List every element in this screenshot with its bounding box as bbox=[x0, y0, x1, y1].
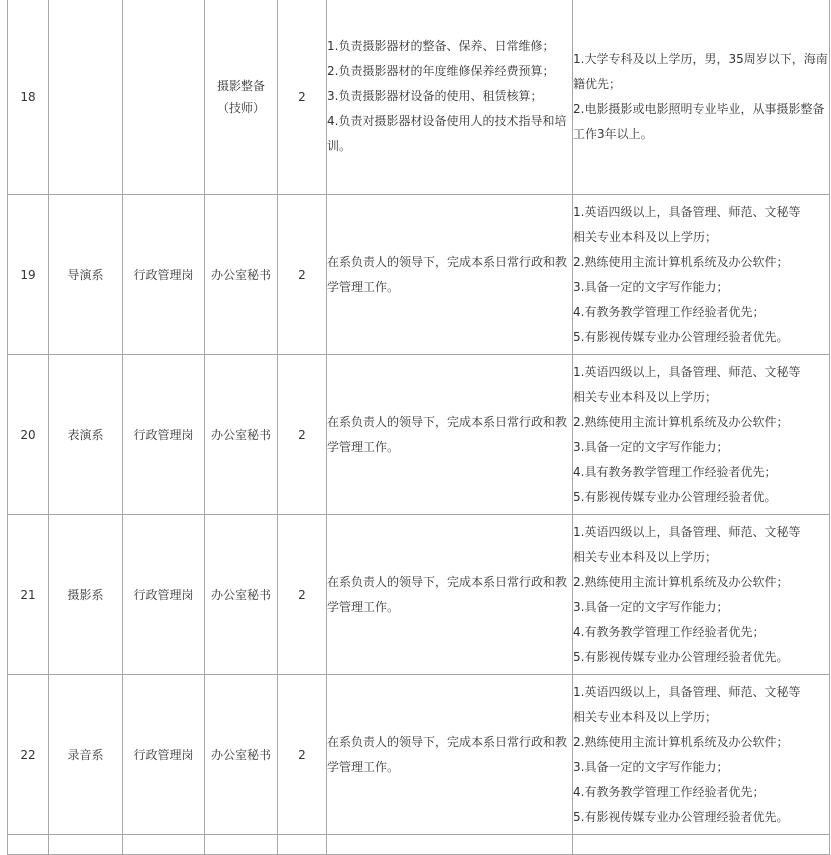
count-cell: 2 bbox=[278, 675, 327, 835]
requirements-cell bbox=[573, 515, 830, 675]
row-number-cell: 19 bbox=[8, 195, 49, 355]
requirement-line: 2.电影摄影或电影照明专业毕业，从事摄影整备工作3年以上。 bbox=[573, 101, 825, 141]
requirement-line: 1.大学专科及以上学历，男，35周岁以下，海南籍优先； bbox=[573, 51, 828, 91]
row-number-cell: 22 bbox=[8, 675, 49, 835]
row-number-cell: 20 bbox=[8, 355, 49, 515]
table-row bbox=[8, 355, 830, 515]
category-cell: 行政管理岗 bbox=[123, 515, 205, 675]
duties-cell bbox=[327, 355, 573, 515]
category-cell: 行政管理岗 bbox=[123, 195, 205, 355]
table-body bbox=[8, 0, 830, 855]
table-row bbox=[8, 0, 830, 195]
duty-line: 在系负责人的领导下，完成本系日常行政和教学管理工作。 bbox=[327, 574, 568, 614]
department-cell: 录音系 bbox=[49, 675, 123, 835]
requirements-cell bbox=[573, 675, 830, 835]
category-cell: 行政管理岗 bbox=[123, 355, 205, 515]
empty-cell bbox=[278, 835, 327, 855]
table-row bbox=[8, 675, 830, 835]
requirement-line: 3.具备一定的文字写作能力； bbox=[573, 279, 729, 294]
position-line: 办公室秘书 bbox=[210, 267, 271, 282]
department-cell: 表演系 bbox=[49, 355, 123, 515]
row-number-cell: 21 bbox=[8, 515, 49, 675]
position-line: 办公室秘书 bbox=[210, 427, 271, 442]
requirement-line: 相关专业本科及以上学历； bbox=[573, 389, 718, 404]
table-row bbox=[8, 515, 830, 675]
position-line: （技师） bbox=[216, 100, 265, 115]
requirement-line: 2.熟练使用主流计算机系统及办公软件； bbox=[573, 734, 789, 749]
requirement-line: 5.有影视传媒专业办公管理经验者优先。 bbox=[573, 329, 789, 344]
department-cell: 摄影系 bbox=[49, 515, 123, 675]
duties-cell bbox=[327, 675, 573, 835]
requirements-cell bbox=[573, 0, 830, 195]
requirement-line: 4.有教务教学管理工作经验者优先； bbox=[573, 624, 765, 639]
requirement-line: 2.熟练使用主流计算机系统及办公软件； bbox=[573, 574, 789, 589]
requirement-line: 相关专业本科及以上学历； bbox=[573, 549, 718, 564]
position-cell bbox=[205, 515, 278, 675]
duties-cell bbox=[327, 515, 573, 675]
requirement-line: 相关专业本科及以上学历； bbox=[573, 709, 718, 724]
empty-cell bbox=[327, 835, 573, 855]
position-line: 摄影整备 bbox=[216, 78, 265, 93]
duties-cell bbox=[327, 0, 573, 195]
category-cell bbox=[123, 0, 205, 195]
duty-line: 4.负责对摄影器材设备使用人的技术指导和培训。 bbox=[327, 114, 567, 153]
duty-line: 3.负责摄影器材设备的使用、租赁核算； bbox=[327, 89, 543, 103]
requirement-line: 4.具有教务教学管理工作经验者优先； bbox=[573, 464, 777, 479]
position-cell bbox=[205, 355, 278, 515]
requirement-line: 5.有影视传媒专业办公管理经验者优先。 bbox=[573, 809, 789, 824]
row-number-cell: 18 bbox=[8, 0, 49, 195]
requirement-line: 2.熟练使用主流计算机系统及办公软件； bbox=[573, 254, 789, 269]
requirements-cell bbox=[573, 355, 830, 515]
requirement-line: 1.英语四级以上，具备管理、师范、文秘等 bbox=[573, 524, 801, 539]
requirement-line: 3.具备一定的文字写作能力； bbox=[573, 599, 729, 614]
duty-line: 1.负责摄影器材的整备、保养、日常维修； bbox=[327, 39, 555, 53]
empty-cell bbox=[573, 835, 830, 855]
position-line: 办公室秘书 bbox=[210, 587, 271, 602]
count-cell: 2 bbox=[278, 195, 327, 355]
recruitment-table bbox=[7, 0, 830, 855]
category-cell: 行政管理岗 bbox=[123, 675, 205, 835]
empty-cell bbox=[49, 835, 123, 855]
department-cell bbox=[49, 0, 123, 195]
requirement-line: 2.熟练使用主流计算机系统及办公软件； bbox=[573, 414, 789, 429]
requirement-line: 4.有教务教学管理工作经验者优先； bbox=[573, 304, 765, 319]
table-row bbox=[8, 195, 830, 355]
requirement-line: 相关专业本科及以上学历； bbox=[573, 229, 718, 244]
requirement-line: 5.有影视传媒专业办公管理经验者优先。 bbox=[573, 649, 789, 664]
requirement-line: 3.具备一定的文字写作能力； bbox=[573, 439, 729, 454]
requirement-line: 1.英语四级以上，具备管理、师范、文秘等 bbox=[573, 364, 801, 379]
empty-cell bbox=[123, 835, 205, 855]
duty-line: 在系负责人的领导下，完成本系日常行政和教学管理工作。 bbox=[327, 254, 568, 294]
duty-line: 2.负责摄影器材的年度维修保养经费预算； bbox=[327, 64, 555, 78]
requirement-line: 1.英语四级以上，具备管理、师范、文秘等 bbox=[573, 204, 801, 219]
department-cell: 导演系 bbox=[49, 195, 123, 355]
position-line: 办公室秘书 bbox=[210, 747, 271, 762]
duty-line: 在系负责人的领导下，完成本系日常行政和教学管理工作。 bbox=[327, 414, 568, 454]
requirement-line: 4.有教务教学管理工作经验者优先； bbox=[573, 784, 765, 799]
position-cell bbox=[205, 675, 278, 835]
requirement-line: 3.具备一定的文字写作能力； bbox=[573, 759, 729, 774]
requirements-cell bbox=[573, 195, 830, 355]
empty-cell bbox=[8, 835, 49, 855]
count-cell: 2 bbox=[278, 355, 327, 515]
table-row-partial bbox=[8, 835, 830, 855]
position-cell bbox=[205, 0, 278, 195]
duty-line: 在系负责人的领导下，完成本系日常行政和教学管理工作。 bbox=[327, 734, 568, 774]
requirement-line: 1.英语四级以上，具备管理、师范、文秘等 bbox=[573, 684, 801, 699]
count-cell: 2 bbox=[278, 515, 327, 675]
position-cell bbox=[205, 195, 278, 355]
empty-cell bbox=[205, 835, 278, 855]
duties-cell bbox=[327, 195, 573, 355]
requirement-line: 5.有影视传媒专业办公管理经验者优。 bbox=[573, 489, 777, 504]
count-cell: 2 bbox=[278, 0, 327, 195]
